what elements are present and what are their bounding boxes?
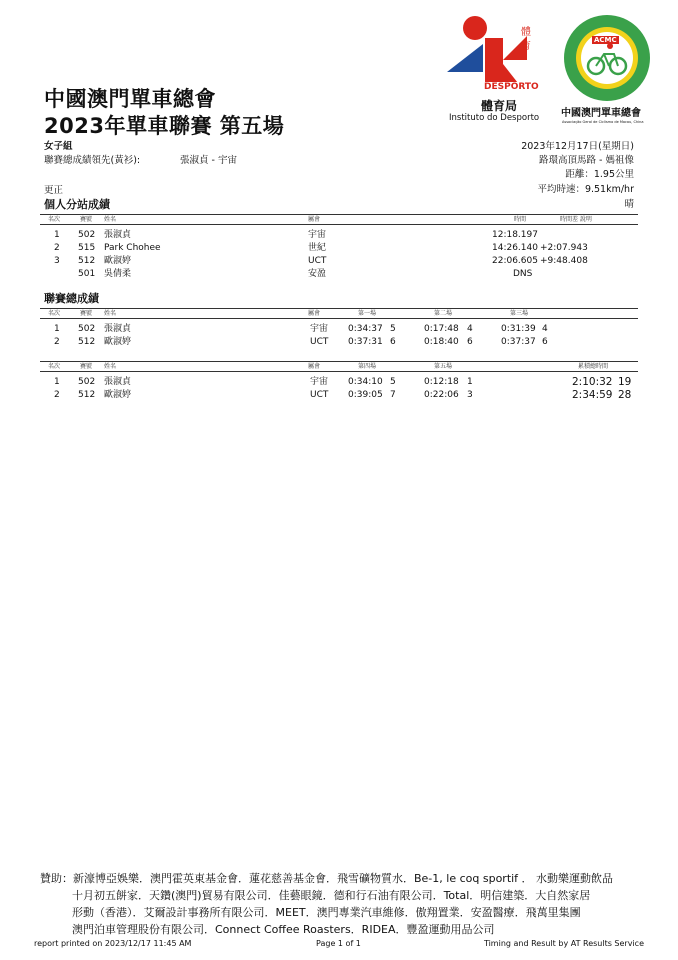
col-bib: 賽號	[80, 363, 93, 370]
league-table1-header	[40, 308, 638, 319]
cell-team: 宇宙	[310, 324, 329, 334]
cell-name: 吳倩柔	[104, 269, 132, 279]
desporto-name-zh: 體育局	[481, 99, 518, 113]
table-row	[40, 269, 638, 280]
correction-label: 更正	[44, 185, 64, 196]
sponsors-line2: 十月初五餅家．天鑽(澳門)貿易有限公司．佳藝眼鏡．德和行石油有限公司．Total．明信建築．大自然家居	[72, 889, 591, 902]
cell-team: UCT	[308, 256, 327, 266]
cell-time: 22:06.605	[492, 256, 538, 266]
cell-s5-time: 0:22:06	[424, 390, 459, 400]
page-title: 中國澳門單車總會	[44, 87, 216, 111]
cell-s1-time: 0:37:31	[348, 337, 383, 347]
event-date: 2023年12月17日(星期日)	[521, 141, 634, 152]
col-rank: 名次	[48, 363, 61, 370]
table-row	[40, 230, 638, 241]
cell-team: UCT	[310, 390, 329, 400]
cell-bib: 515	[78, 243, 96, 253]
sponsors-line1: 贊助：新濠博亞娛樂．澳門霍英東基金會．蓮花慈善基金會．飛雪礦物質水．Be-1, le coq sportif ． 水動樂運動飲品	[40, 872, 614, 885]
cell-rank: 3	[54, 256, 60, 266]
footer-page: Page 1 of 1	[316, 939, 361, 948]
table-row	[40, 324, 638, 335]
col-rank: 名次	[48, 310, 61, 317]
cell-s3-time: 0:37:37	[501, 337, 536, 347]
col-name: 姓名	[104, 310, 117, 317]
cell-s5-time: 0:12:18	[424, 377, 459, 387]
desporto-logo	[445, 14, 545, 126]
col-team: 屬會	[308, 216, 321, 223]
table-row	[40, 390, 638, 401]
sponsors-line3: 形動（香港）．艾爾設計事務所有限公司．MEET．澳門專業汽車維修．傲翔置業．安盈醫療．飛萬里集團	[72, 906, 581, 919]
event-distance: 距離：1.95公里	[565, 169, 634, 180]
acmc-emblem-icon	[560, 14, 655, 104]
cell-bib: 501	[78, 269, 96, 279]
cell-gap: +2:07.943	[540, 243, 588, 253]
cell-s1-rank: 6	[390, 337, 396, 347]
cell-team: 宇宙	[308, 230, 327, 240]
cell-name: 張淑貞	[104, 324, 132, 334]
cell-s2-time: 0:17:48	[424, 324, 459, 334]
cell-s1-time: 0:34:37	[348, 324, 383, 334]
cell-s5-rank: 1	[467, 377, 473, 387]
category-label: 女子組	[44, 141, 73, 152]
col-stage5: 第五場	[434, 363, 453, 370]
cell-bib: 502	[78, 230, 96, 240]
cell-total-time: 2:34:59	[572, 389, 613, 401]
cell-s3-time: 0:31:39	[501, 324, 536, 334]
cell-total-time: 2:10:32	[572, 376, 613, 388]
cell-s4-rank: 5	[390, 377, 396, 387]
col-stage4: 第四場	[358, 363, 377, 370]
cell-rank: 1	[54, 377, 60, 387]
col-team: 屬會	[308, 310, 321, 317]
cell-name: 歐淑婷	[104, 390, 132, 400]
cell-total-points: 19	[618, 376, 632, 388]
cell-bib: 502	[78, 377, 96, 387]
cell-bib: 512	[78, 256, 96, 266]
col-stage2: 第二場	[434, 310, 453, 317]
cell-s4-time: 0:34:10	[348, 377, 383, 387]
col-stage1: 第一場	[358, 310, 377, 317]
cell-rank: 2	[54, 390, 60, 400]
desporto-char1: 體	[521, 27, 531, 38]
cell-bib: 512	[78, 390, 96, 400]
cell-s5-rank: 3	[467, 390, 473, 400]
cell-name: 歐淑婷	[104, 337, 132, 347]
cell-gap: +9:48.408	[540, 256, 588, 266]
col-time: 時間	[514, 216, 527, 223]
cell-s3-rank: 4	[542, 324, 548, 334]
desporto-name-pt: Instituto do Desporto	[449, 113, 540, 123]
footer-printed: report printed on 2023/12/17 11:45 AM	[34, 939, 192, 948]
cell-team: 世紀	[308, 243, 327, 253]
col-name: 姓名	[104, 216, 117, 223]
cell-time: 14:26.140	[492, 243, 538, 253]
cell-s2-time: 0:18:40	[424, 337, 459, 347]
table-row	[40, 337, 638, 348]
desporto-brand: DESPORTO	[484, 82, 539, 92]
leader-label: 聯賽總成績領先(黃衫):	[44, 155, 141, 166]
cell-team: UCT	[310, 337, 329, 347]
cell-name: 張淑貞	[104, 377, 132, 387]
cell-s2-rank: 6	[467, 337, 473, 347]
col-bib: 賽號	[80, 216, 93, 223]
cell-team: 宇宙	[310, 377, 329, 387]
cell-time: 12:18.197	[492, 230, 538, 240]
acmc-logo	[560, 14, 655, 132]
cell-name: Park Chohee	[104, 243, 161, 253]
table-row	[40, 256, 638, 267]
cell-s2-rank: 4	[467, 324, 473, 334]
col-name: 姓名	[104, 363, 117, 370]
cell-time: DNS	[513, 269, 533, 279]
table-row	[40, 243, 638, 254]
league-table2-header	[40, 361, 638, 372]
desporto-char2: 育	[521, 41, 531, 52]
stage-results-heading: 個人分站成績	[44, 198, 110, 211]
cell-name: 張淑貞	[104, 230, 132, 240]
cell-rank: 1	[54, 324, 60, 334]
table-row	[40, 377, 638, 388]
col-rank: 名次	[48, 216, 61, 223]
cell-s4-rank: 7	[390, 390, 396, 400]
page-subtitle: 2023年單車聯賽 第五場	[44, 114, 285, 138]
footer-service: Timing and Result by AT Results Service	[483, 939, 644, 948]
cell-s4-time: 0:39:05	[348, 390, 383, 400]
cell-bib: 502	[78, 324, 96, 334]
sponsors-line4: 澳門泊車管理股份有限公司．Connect Coffee Roasters．RIDEA．豐盈運動用品公司	[72, 923, 495, 936]
cell-rank: 2	[54, 243, 60, 253]
event-avg-speed: 平均時速：9.51km/hr	[537, 184, 634, 195]
cell-s1-rank: 5	[390, 324, 396, 334]
col-stage3: 第三場	[510, 310, 529, 317]
cell-rank: 1	[54, 230, 60, 240]
acmc-name-pt: Associação Geral de Ciclismo de Macau, China	[562, 120, 644, 124]
cell-rank: 2	[54, 337, 60, 347]
cell-total-points: 28	[618, 389, 632, 401]
acmc-badge: ACMC	[594, 36, 617, 44]
col-team: 屬會	[308, 363, 321, 370]
cell-name: 歐淑婷	[104, 256, 132, 266]
cell-bib: 512	[78, 337, 96, 347]
col-total: 累積總時間	[578, 363, 609, 370]
col-gap: 時間差 說明	[560, 216, 592, 223]
leader-value: 張淑貞 - 宇宙	[180, 155, 237, 166]
stage-results-header	[40, 214, 638, 225]
event-location: 路環高頂馬路 - 媽祖像	[539, 155, 634, 166]
col-bib: 賽號	[80, 310, 93, 317]
acmc-name-zh: 中國澳門單車總會	[561, 108, 641, 119]
league-results-heading: 聯賽總成績	[44, 292, 99, 305]
event-weather: 晴	[624, 199, 634, 210]
cell-s3-rank: 6	[542, 337, 548, 347]
cell-team: 安盈	[308, 269, 327, 279]
